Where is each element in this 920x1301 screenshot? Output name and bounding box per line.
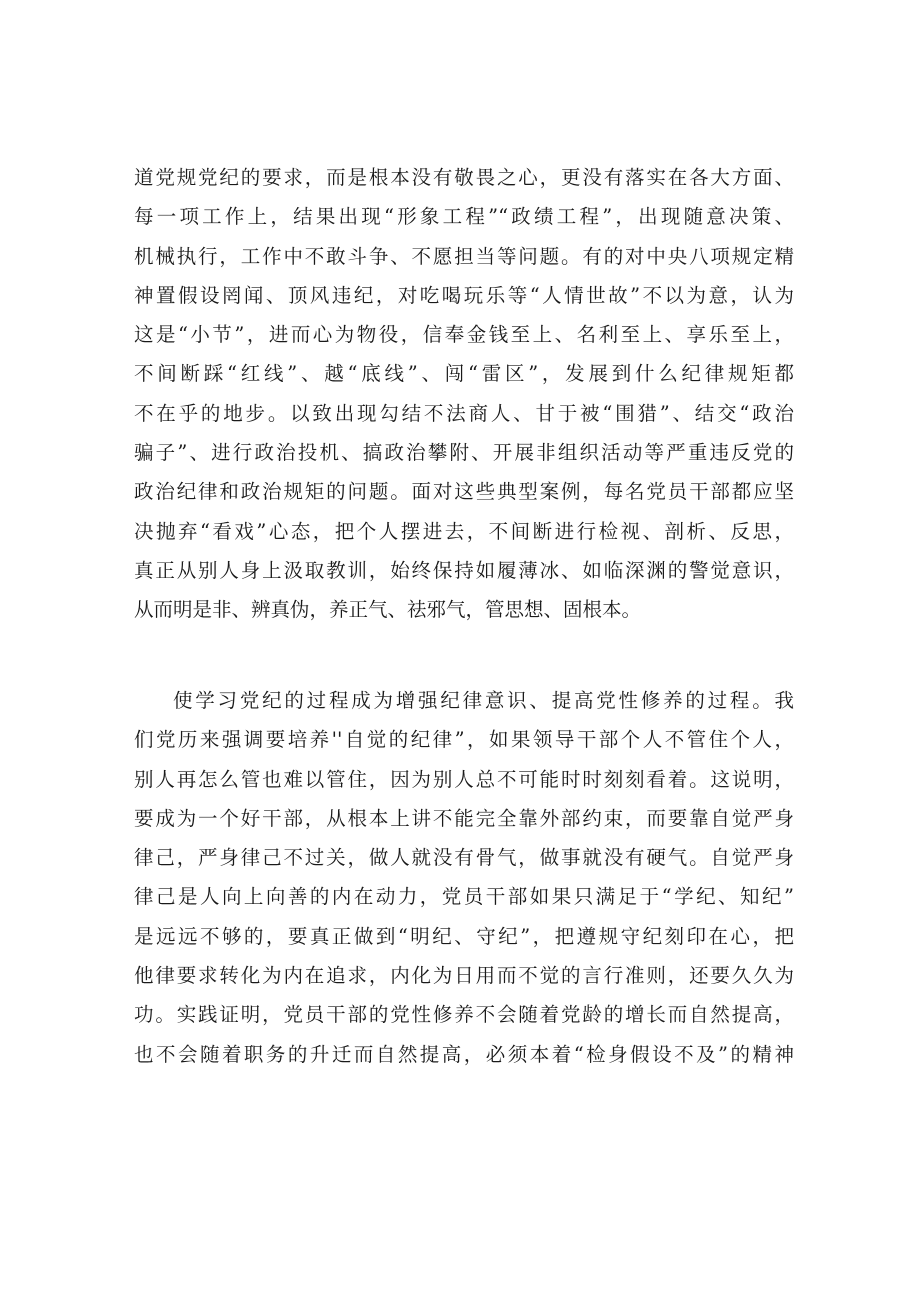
text-line: 这是“小节”，进而心为物役，信奉金钱至上、名利至上、享乐至上， [134,323,794,347]
text-line: 功。实践证明，党员干部的党性修养不会随着党龄的增长而自然提高， [134,1003,794,1027]
text-line: 别人再怎么管也难以管住，因为别人总不可能时时刻刻看着。这说明， [134,767,794,791]
text-line: 神置假设罔闻、顶风违纪，对吃喝玩乐等“人情世故”不以为意，认为 [134,283,794,307]
paragraph-2 [134,681,794,1074]
text-line: 每一项工作上，结果出现“形象工程”“政绩工程”，出现随意决策、 [134,205,794,229]
paragraph-1 [134,158,794,630]
text-line: 们党历来强调要培养''自觉的纪律”，如果领导干部个人不管住个人， [134,728,794,752]
text-line: 律己是人向上向善的内在动力，党员干部如果只满足于“学纪、知纪” [134,885,794,909]
text-line: 从而明是非、辨真伪，养正气、祛邪气，管思想、固根本。 [134,598,642,622]
text-line: 不在乎的地步。以致出现勾结不法商人、甘于被“围猎”、结交“政治 [134,401,794,425]
text-line: 律己，严身律己不过关，做人就没有骨气，做事就没有硬气。自觉严身 [134,846,794,870]
text-line: 不间断踩“红线”、越“底线”、闯“雷区”，发展到什么纪律规矩都 [134,362,794,386]
text-line: 机械执行，工作中不敢斗争、不愿担当等问题。有的对中央八项规定精 [134,244,794,268]
text-line: 使学习党纪的过程成为增强纪律意识、提高党性修养的过程。我 [173,689,794,712]
text-line: 道党规党纪的要求，而是根本没有敬畏之心，更没有落实在各大方面、 [134,166,794,189]
text-line: 决抛弃“看戏”心态，把个人摆进去，不间断进行检视、剖析、反思， [134,519,794,543]
text-line: 政治纪律和政治规矩的问题。面对这些典型案例，每名党员干部都应坚 [134,480,794,504]
text-line: 真正从别人身上汲取教训，始终保持如履薄冰、如临深渊的警觉意识， [134,558,794,582]
text-line: 也不会随着职务的升迁而自然提高，必须本着“检身假设不及”的精神 [134,1042,794,1066]
text-line: 是远远不够的，要真正做到“明纪、守纪”，把遵规守纪刻印在心，把 [134,924,794,948]
text-line: 要成为一个好干部，从根本上讲不能完全靠外部约束，而要靠自觉严身 [134,806,794,830]
text-line: 骗子”、进行政治投机、搞政治攀附、开展非组织活动等严重违反党的 [134,441,794,465]
text-line: 他律要求转化为内在追求，内化为日用而不觉的言行准则，还要久久为 [134,964,794,988]
